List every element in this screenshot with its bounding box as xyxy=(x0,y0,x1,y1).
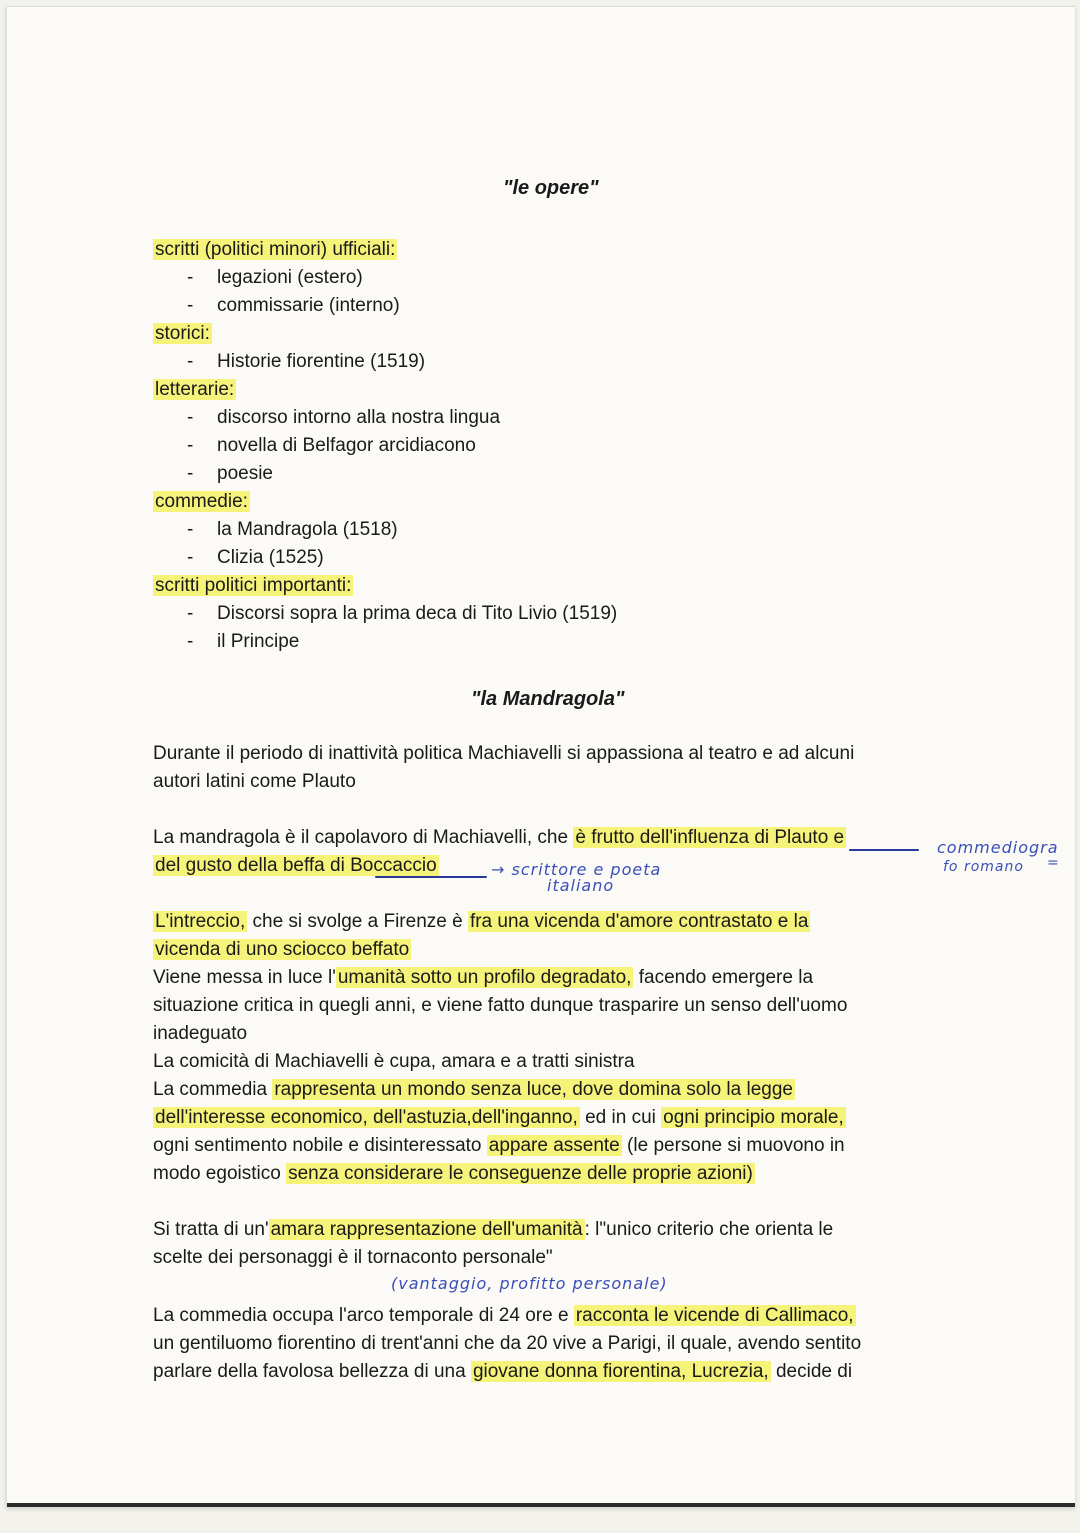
paragraph-line: un gentiluomo fiorentino di trent'anni che da 20 vive a Parigi, il quale, avendo sentito xyxy=(153,1333,862,1354)
paragraph-line: La commedia rappresenta un mondo senza luce, dove domina solo la legge xyxy=(153,1079,793,1100)
page-bottom-edge xyxy=(7,1503,1075,1507)
paragraph-line: Viene messa in luce l' umanità sotto un profilo degradato, facendo emergere la xyxy=(153,967,814,988)
document-page: "le opere" scritti (politici minori) ufficiali: - legazioni (estero) - commissarie (interno) storici: - Historie fiorentine (1519) letterarie: - discorso intorno alla nostra lingua - novella di Belfagor arcidiacono - poesie commedie: - la Mandragola (1518) - Clizia (1525) scritti politici importanti: - Discorsi sopra la prima deca di Tito Livio (1519) - il Principe "la Mandragola" Durante il periodo di inattività politica Machiavelli si appassiona al teatro e ad alcuni autori latini come Plauto La mandragola è il capolavoro di Machiavelli, che è frutto dell'influenza di Plauto e del gusto della beffa di Boccaccio → scrittore e poeta italiano commediogra fo romano = L'intreccio, che si svolge a Firenze è fra una vicenda d'amore contrastato e la vicenda di uno sciocco beffato Viene messa in luce l' umanità sotto un profilo degradato, facendo emergere la situazione critica in quegli anni, e viene fatto dunque trasparire un senso dell'uomo inadeguato La comicità di Machiavelli è cupa, amara e a tratti sinistra La commedia rappresenta un mondo senza luce, dove domina solo la legge dell'interesse economico, dell'astuzia,dell'inganno, ed in cui ogni principio morale, ogni sentimento nobile e disinteressato appare assente (le persone si muovono in modo egoistico senza considerare le conseguenze delle proprie azioni) Si tratta di un' amara rappresentazione dell'umanità : l"unico criterio che orienta le scelte dei personaggi è il tornaconto personale" (vantaggio, profitto personale) La commedia occupa l'arco temporale di 24 ore e racconta le vicende di Callimaco, un gentiluomo fiorentino di trent'anni che da 20 vive a Parigi, il quale, avendo sentito parlare della favolosa bellezza di una giovane donna fiorentina, Lucrezia, decide di xyxy=(6,6,1075,1507)
section-title-mandragola: "la Mandragola" xyxy=(471,688,625,710)
handwritten-underline xyxy=(375,876,487,878)
paragraph-line: modo egoistico senza considerare le conseguenze delle proprie azioni) xyxy=(153,1163,753,1184)
paragraph-line: del gusto della beffa di Boccaccio xyxy=(155,855,437,876)
paragraph-line: La comicità di Machiavelli è cupa, amara e a tratti sinistra xyxy=(153,1051,635,1072)
paragraph-line: autori latini come Plauto xyxy=(153,771,356,792)
category-label: commedie: xyxy=(155,491,248,512)
category-label: letterarie: xyxy=(155,379,235,400)
paragraph-line: inadeguato xyxy=(153,1023,248,1044)
category-label: storici: xyxy=(155,323,210,344)
paragraph-line: situazione critica in quegli anni, e viene fatto dunque trasparire un senso dell'uomo xyxy=(153,995,848,1016)
handwritten-note: (vantaggio, profitto personale) xyxy=(391,1274,668,1293)
paragraph-line: vicenda di uno sciocco beffato xyxy=(155,939,410,960)
handwritten-note: italiano xyxy=(547,876,615,895)
handwritten-note: commediogra xyxy=(937,838,1059,857)
handwritten-note: → scrittore e poeta xyxy=(491,860,662,879)
paragraph-line: La mandragola è il capolavoro di Machiavelli, che è frutto dell'influenza di Plauto e xyxy=(153,827,845,848)
paragraph-line: Si tratta di un' amara rappresentazione dell'umanità : l"unico criterio che orienta le xyxy=(153,1219,834,1240)
handwritten-underline xyxy=(849,849,919,851)
section-title-opere: "le opere" xyxy=(503,177,599,199)
handwritten-note: fo romano xyxy=(943,859,1024,875)
paragraph-line: ogni sentimento nobile e disinteressato appare assente (le persone si muovono in xyxy=(153,1135,845,1156)
paragraph-line: parlare della favolosa bellezza di una giovane donna fiorentina, Lucrezia, decide di xyxy=(153,1361,853,1382)
paragraph-line: La commedia occupa l'arco temporale di 24 ore e racconta le vicende di Callimaco, xyxy=(153,1305,854,1326)
paragraph-line: Durante il periodo di inattività politica Machiavelli si appassiona al teatro e ad alcuni xyxy=(153,743,855,764)
paragraph-line: scelte dei personaggi è il tornaconto personale" xyxy=(153,1247,553,1268)
handwritten-note: = xyxy=(1047,855,1060,871)
paragraph-line: dell'interesse economico, dell'astuzia,dell'inganno, ed in cui ogni principio morale, xyxy=(155,1107,844,1128)
category-label: scritti politici importanti: xyxy=(155,575,352,596)
paragraph-line: L'intreccio, che si svolge a Firenze è fra una vicenda d'amore contrastato e la xyxy=(155,911,809,932)
category-label: scritti (politici minori) ufficiali: xyxy=(155,239,396,260)
